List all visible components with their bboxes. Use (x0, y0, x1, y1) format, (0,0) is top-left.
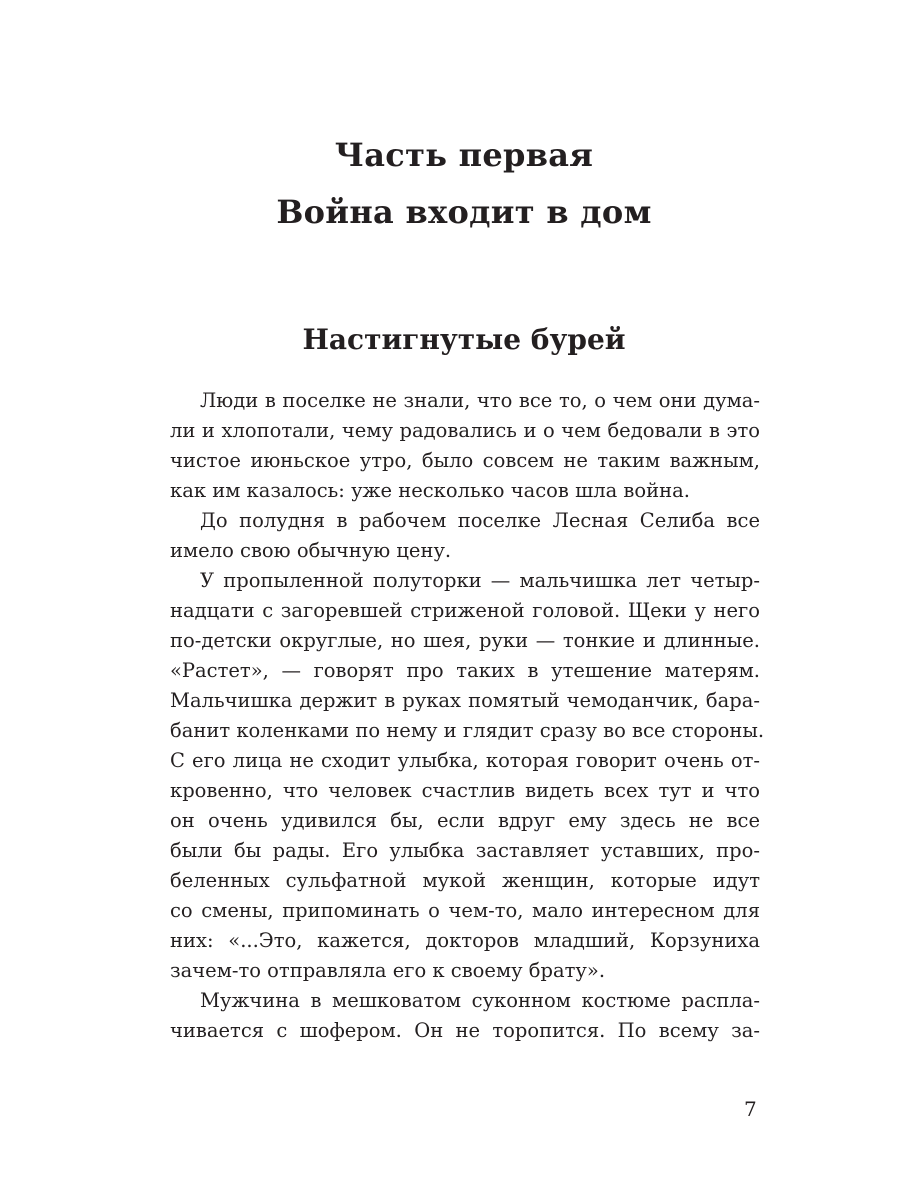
text-line: чивается с шофером. Он не торопится. По всему за- (170, 1019, 760, 1042)
text-line: кровенно, что человек счастлив видеть всех тут и что (170, 779, 760, 802)
body-text (170, 386, 765, 1046)
page-number: 7 (744, 1097, 757, 1121)
paragraph (170, 386, 760, 506)
text-line: банит коленками по нему и глядит сразу во все стороны. (170, 719, 765, 742)
text-line: он очень удивился бы, если вдруг ему здесь не все (170, 809, 760, 832)
text-line: как им казалось: уже несколько часов шла война. (170, 479, 690, 502)
paragraph (170, 986, 760, 1046)
text-line: Мужчина в мешковатом суконном костюме распла- (200, 989, 760, 1012)
part-title: Война входит в дом (276, 193, 652, 231)
text-line: имело свою обычную цену. (170, 539, 452, 562)
text-line: них: «...Это, кажется, докторов младший, Корзуниха (170, 929, 760, 952)
text-line: Люди в поселке не знали, что все то, о чем они дума- (200, 389, 760, 412)
part-label: Часть первая (334, 136, 594, 174)
text-line: со смены, припоминать о чем-то, мало интересном для (170, 899, 760, 922)
text-line: чистое июньское утро, было совсем не таким важным, (170, 449, 760, 472)
paragraph (170, 506, 760, 566)
text-line: надцати с загоревшей стриженой головой. Щеки у него (170, 599, 760, 622)
paragraph (170, 566, 765, 986)
text-line: по-детски округлые, но шея, руки — тонкие и длинные. (170, 629, 760, 652)
text-line: «Растет», — говорят про таких в утешение матерям. (170, 659, 760, 682)
text-line: беленных сульфатной мукой женщин, которые идут (170, 869, 760, 892)
text-line: С его лица не сходит улыбка, которая говорит очень от- (170, 749, 760, 772)
text-line: У пропыленной полуторки — мальчишка лет четыр- (200, 569, 760, 592)
text-line: были бы рады. Его улыбка заставляет уставших, про- (170, 839, 760, 862)
text-line: ли и хлопотали, чему радовались и о чем бедовали в это (170, 419, 760, 442)
text-line: зачем-то отправляла его к своему брату». (170, 959, 606, 982)
chapter-title: Настигнутые бурей (302, 323, 626, 356)
text-line: До полудня в рабочем поселке Лесная Селиба все (200, 509, 760, 532)
text-line: Мальчишка держит в руках помятый чемоданчик, бара- (170, 689, 760, 712)
